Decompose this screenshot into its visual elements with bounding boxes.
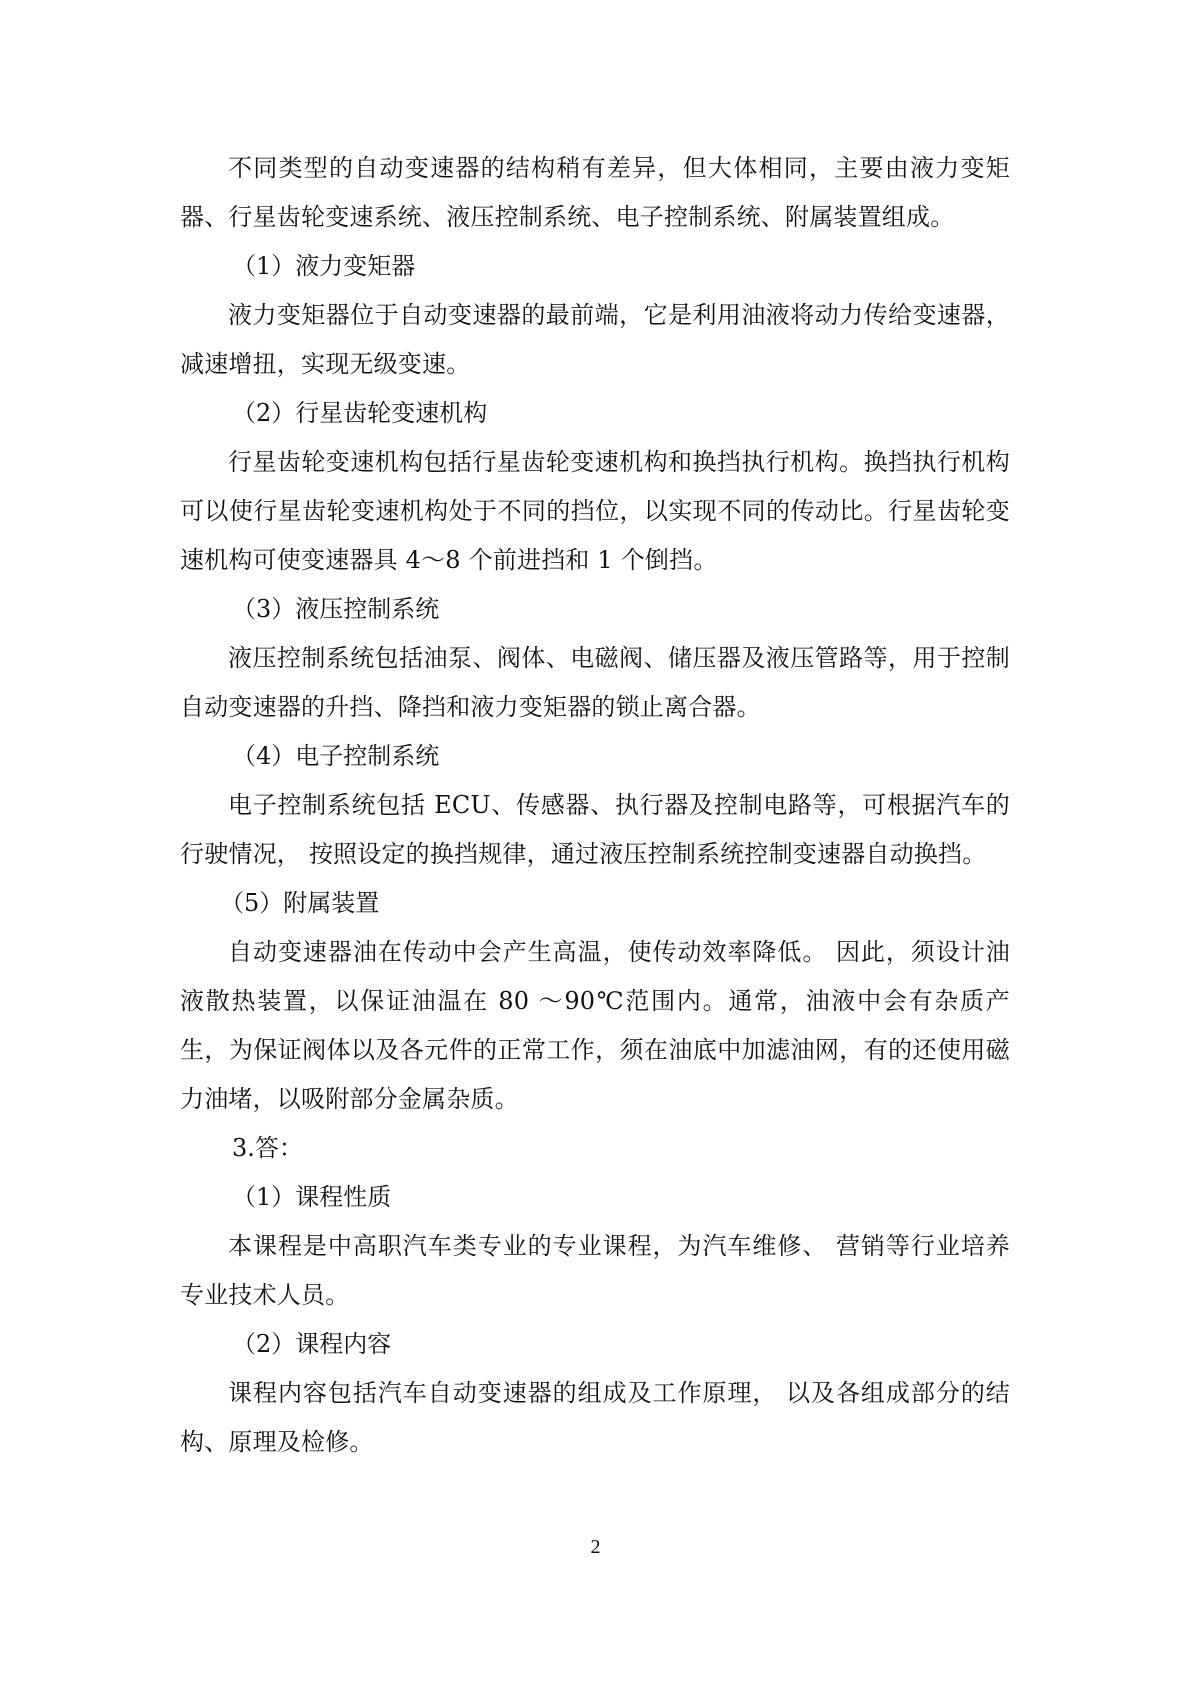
accessories-paragraph: 自动变速器油在传动中会产生高温，使传动效率降低。 因此，须设计油液散热装置，以保证油温在 80 ～90℃范围内。通常，油液中会有杂质产生，为保证阀体以及各元件的正常工作，须在油底中加滤油网，有的还使用磁力油堵，以吸附部分金属杂质。 (180, 938, 1010, 1113)
course-content-paragraph: 课程内容包括汽车自动变速器的组成及工作原理， 以及各组成部分的结构、原理及检修。 (180, 1379, 1010, 1456)
torque-converter-paragraph: 液力变矩器位于自动变速器的最前端，它是利用油液将动力传给变速器，减速增扭，实现无级变速。 (180, 301, 1010, 378)
section-heading-accessories: （5）附属装置 (220, 889, 380, 917)
course-nature-paragraph: 本课程是中高职汽车类专业的专业课程，为汽车维修、 营销等行业培养专业技术人员。 (180, 1232, 1010, 1309)
hydraulic-control-paragraph: 液压控制系统包括油泵、阀体、电磁阀、储压器及液压管路等，用于控制自动变速器的升挡、降挡和液力变矩器的锁止离合器。 (180, 644, 1010, 721)
section-heading-torque-converter: （1）液力变矩器 (232, 252, 416, 280)
planetary-gear-paragraph: 行星齿轮变速机构包括行星齿轮变速机构和换挡执行机构。换挡执行机构可以使行星齿轮变速机构处于不同的挡位，以实现不同的传动比。行星齿轮变速机构可使变速器具 4～8 个前进挡和 1 个倒挡。 (180, 448, 1010, 574)
answer-label: 3.答： (232, 1134, 303, 1162)
section-heading-electronic-control: （4）电子控制系统 (232, 742, 440, 770)
section-heading-course-nature: （1）课程性质 (232, 1183, 392, 1211)
page-body (180, 144, 1010, 1467)
intro-paragraph: 不同类型的自动变速器的结构稍有差异，但大体相同，主要由液力变矩器、行星齿轮变速系统、液压控制系统、电子控制系统、附属装置组成。 (180, 154, 1010, 231)
electronic-control-paragraph: 电子控制系统包括 ECU、传感器、执行器及控制电路等，可根据汽车的行驶情况， 按照设定的换挡规律，通过液压控制系统控制变速器自动换挡。 (180, 791, 1010, 868)
section-heading-planetary-gear: （2）行星齿轮变速机构 (232, 399, 488, 427)
section-heading-course-content: （2）课程内容 (232, 1330, 392, 1358)
page-number: 2 (590, 1536, 601, 1558)
section-heading-hydraulic-control: （3）液压控制系统 (232, 595, 440, 623)
